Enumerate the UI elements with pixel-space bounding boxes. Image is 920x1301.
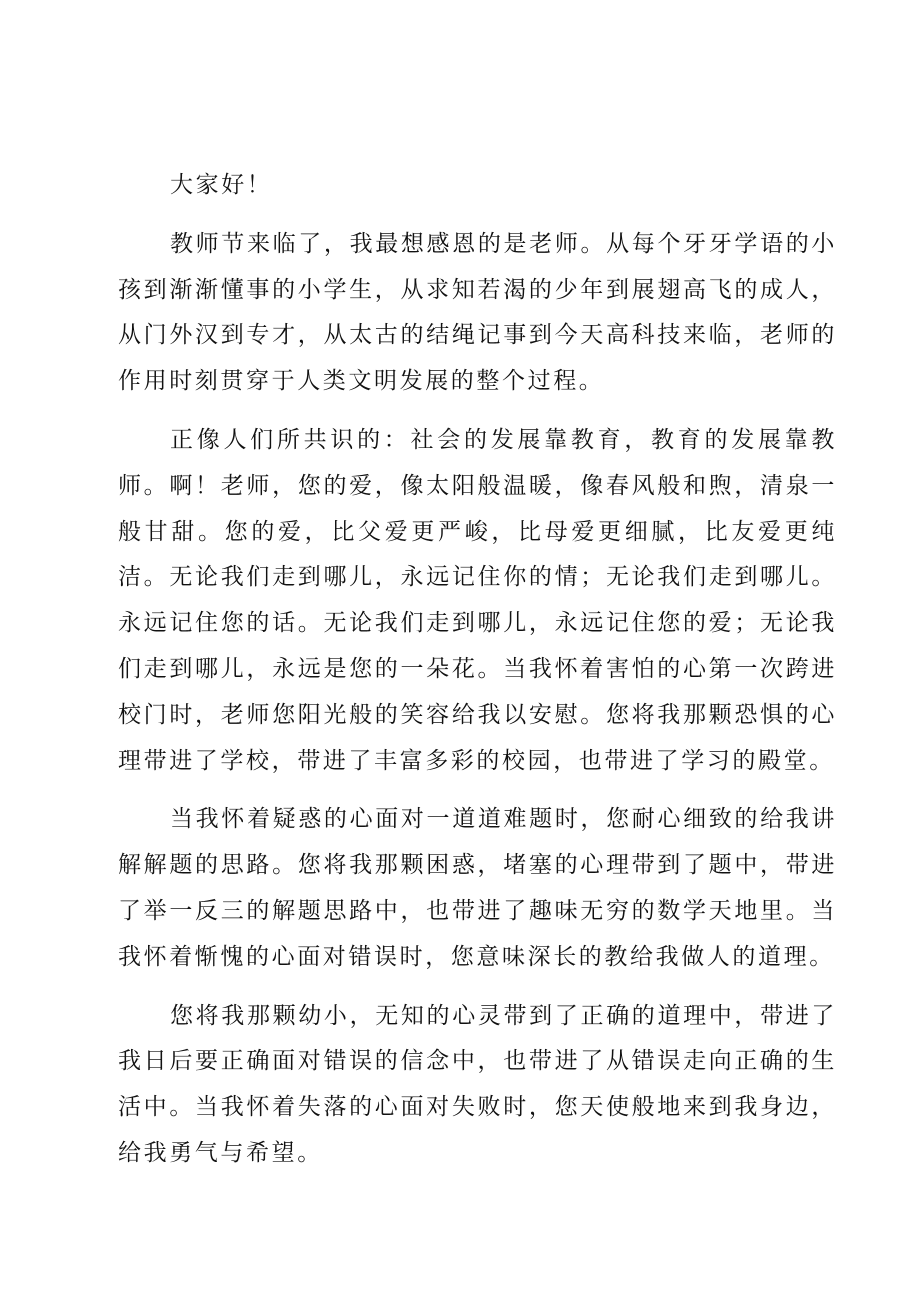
paragraph-greeting: 大家好！: [170, 172, 273, 198]
document-body: [118, 163, 837, 1190]
paragraph-intro: 教师节来临了，我最想感恩的是老师。从每个牙牙学语的小孩到渐渐懂事的小学生，从求知若渴的少年到展翅高飞的成人，从门外汉到专才，从太古的结绳记事到今天高科技来临，老师的作用时刻贯穿于人类文明发展的整个过程。: [118, 230, 837, 395]
paragraph-problem-solving: 当我怀着疑惑的心面对一道道难题时，您耐心细致的给我讲解解题的思路。您将我那颗困惑，堵塞的心理带到了题中，带进了举一反三的解题思路中，也带进了趣味无穷的数学天地里。当我怀着惭愧的心面对错误时，您意味深长的教给我做人的道理。: [118, 806, 837, 970]
paragraph-teacher-love: 正像人们所共识的：社会的发展靠教育，教育的发展靠教师。啊！老师，您的爱，像太阳般温暖，像春风般和煦，清泉一般甘甜。您的爱，比父爱更严峻，比母爱更细腻，比友爱更纯洁。无论我们走到哪儿，永远记住你的情；无论我们走到哪儿。永远记住您的话。无论我们走到哪儿，永远记住您的爱；无论我们走到哪儿，永远是您的一朵花。当我怀着害怕的心第一次跨进校门时，老师您阳光般的笑容给我以安慰。您将我那颗恐惧的心理带进了学校，带进了丰富多彩的校园，也带进了学习的殿堂。: [118, 426, 837, 774]
paragraph-courage: 您将我那颗幼小，无知的心灵带到了正确的道理中，带进了我日后要正确面对错误的信念中，也带进了从错误走向正确的生活中。当我怀着失落的心面对失败时，您天使般地来到我身边，给我勇气与希望。: [118, 1002, 837, 1166]
